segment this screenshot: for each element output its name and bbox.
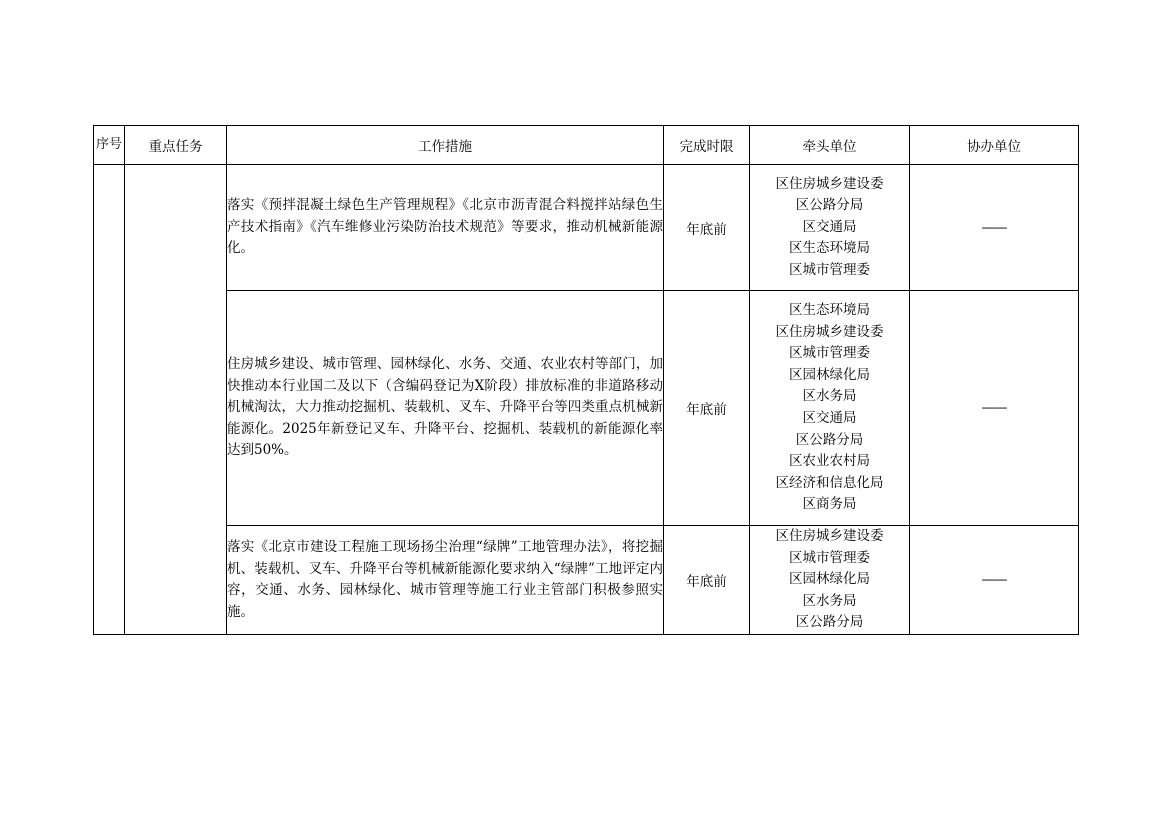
header-assist-unit: 协办单位 (910, 126, 1079, 165)
lead-unit: 区园林绿化局 (789, 366, 870, 383)
assist-unit: —— (981, 572, 1007, 588)
header-seq: 序号 (94, 126, 125, 165)
lead-unit: 区交通局 (802, 410, 857, 426)
measure-cell: 落实《北京市建设工程施工现场扬尘治理“绿牌”工地管理办法》，将挖掘机、装载机、叉车、升降平台等机械新能源化要求纳入“绿牌”工地评定内容，交通、水务、园林绿化、城市管理等施工行业主管部门积极参照实施。 (227, 526, 664, 635)
assist-unit-cell (910, 526, 1079, 635)
lead-unit: 区城市管理委 (789, 345, 870, 362)
deadline-cell: 年底前 (664, 526, 750, 635)
assist-unit-cell (910, 165, 1079, 291)
deadline-cell: 年底前 (664, 291, 750, 526)
lead-unit: 区城市管理委 (789, 261, 870, 278)
lead-unit: 区公路分局 (795, 431, 864, 448)
lead-unit: 区生态环境局 (789, 240, 870, 257)
lead-unit: 区交通局 (802, 218, 857, 235)
seq-cell (94, 165, 125, 635)
measure-cell: 落实《预拌混凝土绿色生产管理规程》《北京市沥青混合料搅拌站绿色生产技术指南》《汽车维修业污染防治技术规范》等要求，推动机械新能源化。 (227, 165, 664, 291)
lead-unit-cell (750, 526, 910, 635)
table-row (94, 165, 1079, 291)
header-task: 重点任务 (125, 126, 227, 165)
assist-unit: —— (981, 400, 1007, 416)
lead-unit: 区水务局 (802, 388, 857, 405)
lead-unit: 区城市管理委 (789, 549, 870, 566)
lead-unit: 区公路分局 (795, 614, 864, 631)
header-row (94, 126, 1079, 165)
header-deadline: 完成时限 (664, 126, 750, 165)
lead-unit: 区公路分局 (795, 197, 864, 214)
lead-unit: 区住房城乡建设委 (775, 175, 884, 192)
lead-unit: 区水务局 (802, 592, 857, 609)
table-row (94, 526, 1079, 635)
deadline-cell: 年底前 (664, 165, 750, 291)
lead-unit: 区商务局 (802, 496, 857, 513)
lead-unit-cell (750, 291, 910, 526)
task-table (93, 125, 1079, 635)
task-cell (125, 165, 227, 635)
lead-unit: 区生态环境局 (789, 302, 870, 319)
measure-cell: 住房城乡建设、城市管理、园林绿化、水务、交通、农业农村等部门，加快推动本行业国二及以下（含编码登记为X阶段）排放标准的非道路移动机械淘汰，大力推动挖掘机、装载机、叉车、升降平台等四类重点机械新能源化。2025年新登记叉车、升降平台、挖掘机、装载机的新能源化率达到50%。 (227, 291, 664, 526)
lead-unit: 区农业农村局 (789, 453, 870, 470)
table-row (94, 291, 1079, 526)
header-lead-unit: 牵头单位 (750, 126, 910, 165)
lead-unit: 区住房城乡建设委 (775, 323, 884, 340)
assist-unit: —— (981, 219, 1007, 236)
lead-unit: 区经济和信息化局 (775, 474, 884, 491)
assist-unit-cell (910, 291, 1079, 526)
lead-unit-cell (750, 165, 910, 291)
header-measures: 工作措施 (227, 126, 664, 165)
lead-unit: 区园林绿化局 (789, 571, 870, 588)
lead-unit: 区住房城乡建设委 (775, 528, 884, 545)
